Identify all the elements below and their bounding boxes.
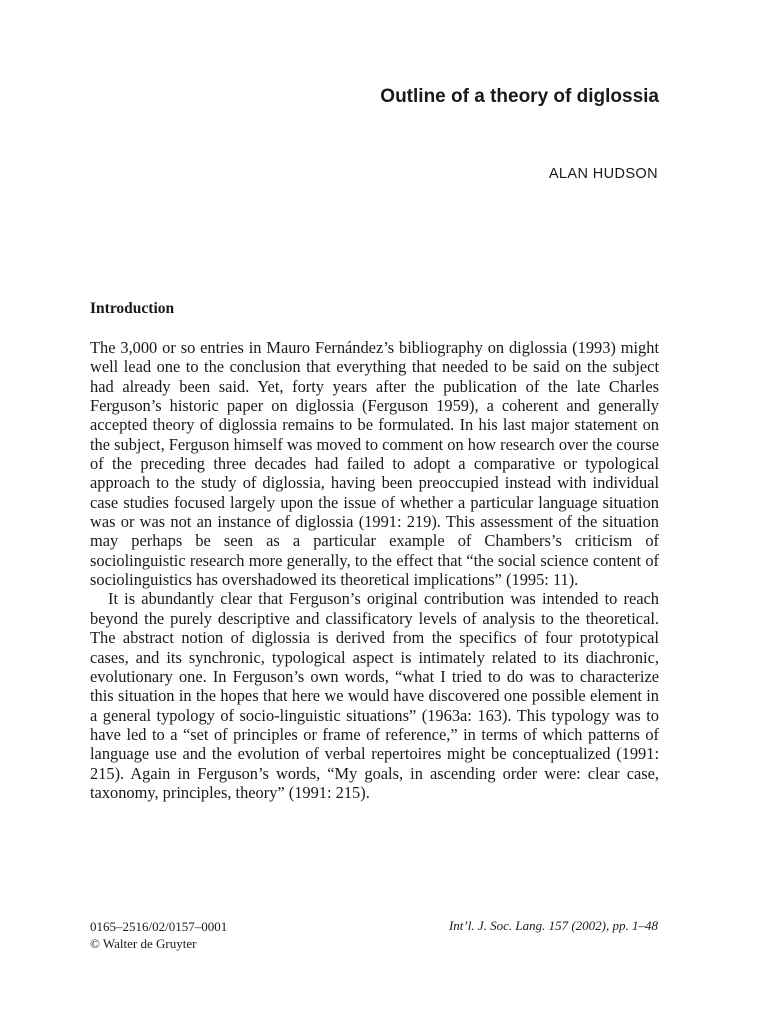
article-title: Outline of a theory of diglossia <box>380 86 659 107</box>
section-heading: Introduction <box>90 300 175 317</box>
footer-left <box>90 918 227 952</box>
copyright-notice: © Walter de Gruyter <box>90 936 197 951</box>
paragraph: It is abundantly clear that Ferguson’s original contribution was intended to reach beyond the purely descriptive and classificatory levels of analysis to the theoretical. The abstract notion of diglossia is derived from the specifics of four prototypical cases, and its synchronic, typological aspect is intimately related to its diachronic, evolutionary one. In Ferguson’s own words, “what I tried to do was to characterize this situation in the hopes that here we would have discovered one possible element in a general typology of socio-linguistic situations” (1963a: 163). This typology was to have led to a “set of principles or frame of reference,” in terms of which patterns of language use and the evolution of verbal repertoires might be conceptualized (1991: 215). Again in Ferguson’s words, “My goals, in ascending order were: clear case, taxonomy, principles, theory” (1991: 215). <box>90 589 659 802</box>
issn-code: 0165–2516/02/0157–0001 <box>90 919 228 934</box>
journal-citation: Int’l. J. Soc. Lang. 157 (2002), pp. 1–48 <box>448 918 658 933</box>
body-text <box>90 338 659 802</box>
author-name: ALAN HUDSON <box>548 166 658 182</box>
paragraph: The 3,000 or so entries in Mauro Fernández’s bibliography on diglossia (1993) might well lead one to the conclusion that everything that needed to be said on the subject had already been said. Yet, forty years after the publication of the late Charles Ferguson’s historic paper on diglossia (Ferguson 1959), a coherent and generally accepted theory of diglossia remains to be formulated. In his last major statement on the subject, Ferguson himself was moved to comment on how research over the course of the preceding three decades had failed to adopt a comparative or typological approach to the study of diglossia, having been preoccupied instead with individual case studies focused largely upon the issue of whether a particular language situation was or was not an instance of diglossia (1991: 219). This assessment of the situation may perhaps be seen as a particular example of Chambers’s criticism of sociolinguistic research more generally, to the effect that “the social science content of sociolinguistics has overshadowed its theoretical implications” (1995: 11). <box>90 338 659 590</box>
